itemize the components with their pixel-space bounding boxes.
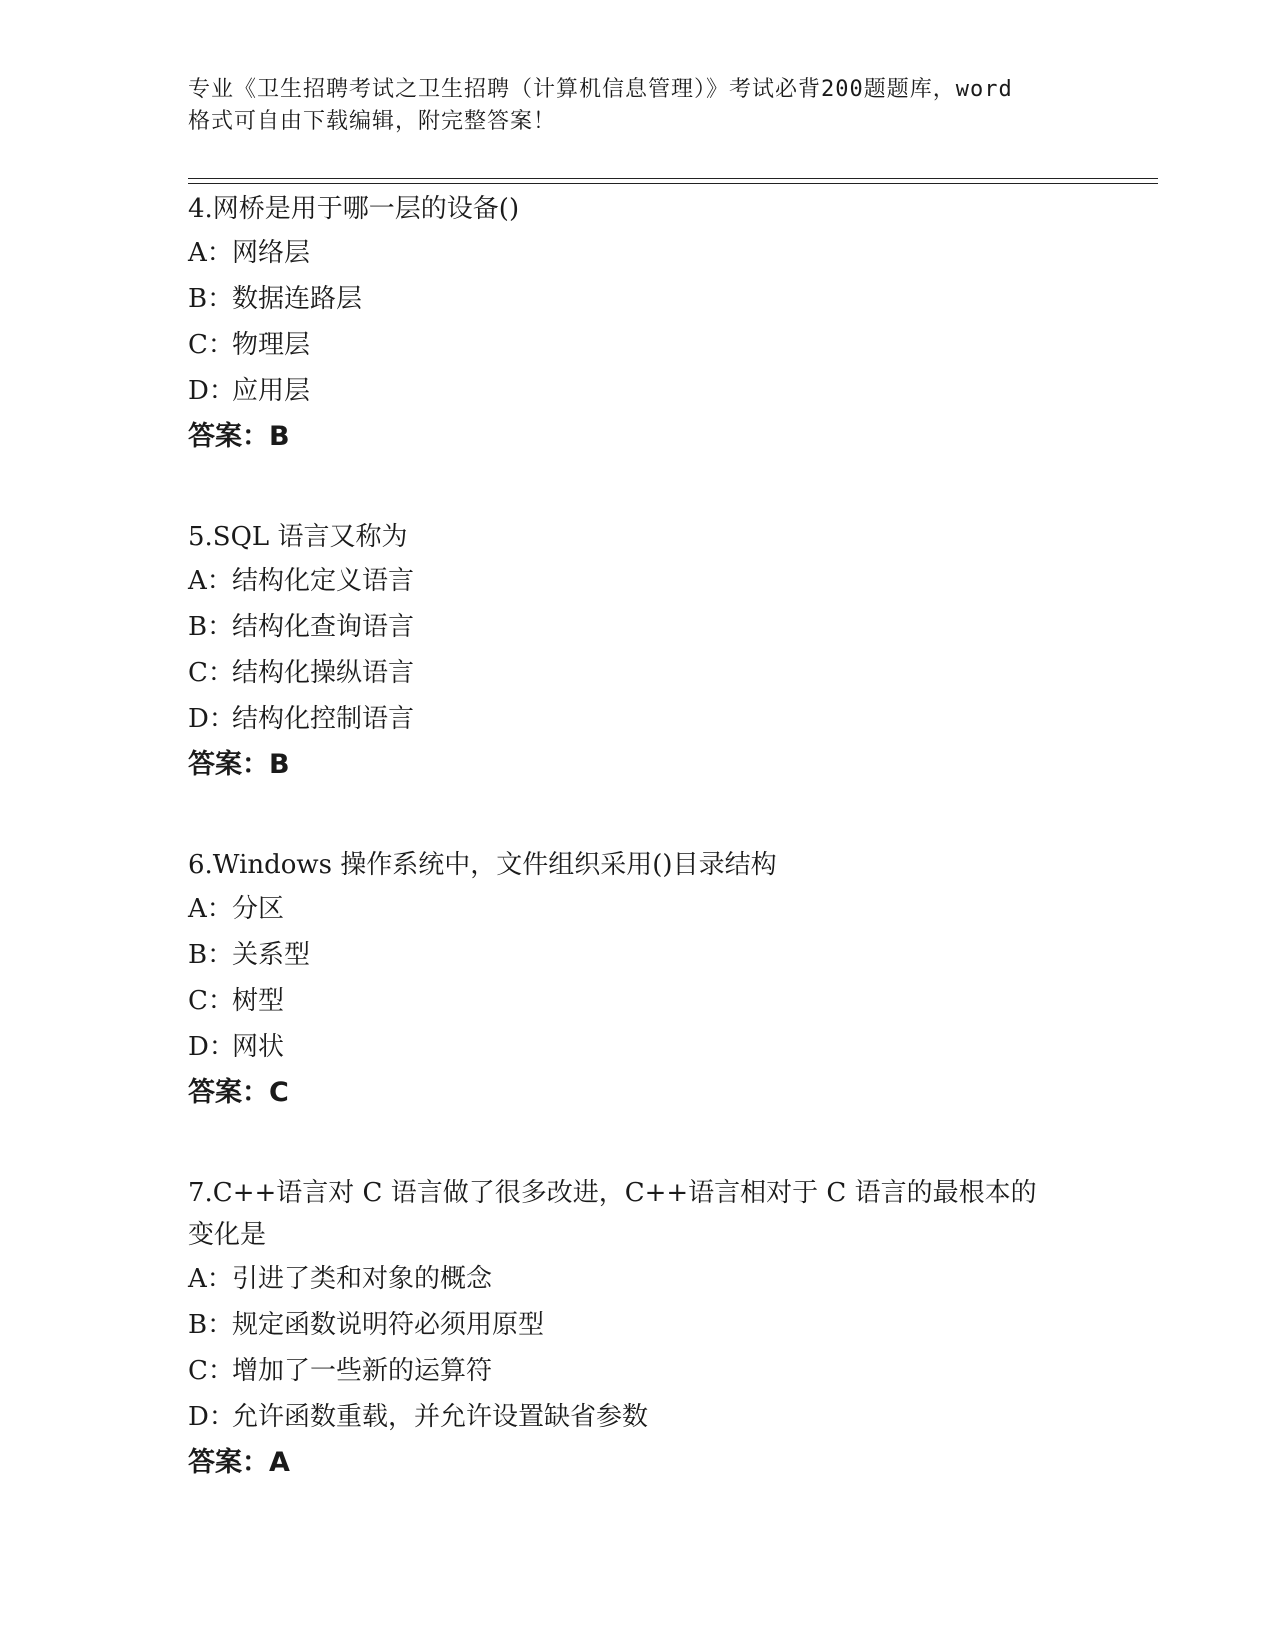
answer-value: B	[269, 749, 290, 780]
option-key: C：	[188, 658, 234, 688]
question-stem-line-2: 变化是	[188, 1220, 267, 1250]
answer-value: B	[269, 421, 290, 452]
option-d	[188, 368, 1088, 414]
option-text: 引进了类和对象的概念	[232, 1264, 493, 1294]
option-a	[188, 558, 1088, 604]
option-d	[188, 696, 1088, 742]
option-a	[188, 230, 1088, 276]
question-4	[188, 188, 1088, 460]
option-key: D：	[188, 1032, 235, 1062]
option-key: A：	[188, 238, 233, 268]
option-text: 规定函数说明符必须用原型	[232, 1310, 545, 1340]
option-text: 分区	[232, 894, 285, 924]
option-text: 增加了一些新的运算符	[232, 1356, 493, 1386]
option-text: 应用层	[232, 376, 311, 406]
document-header	[188, 74, 1088, 138]
answer-label: 答案：	[188, 421, 269, 452]
option-text: 结构化操纵语言	[232, 658, 415, 688]
option-key: A：	[188, 1264, 233, 1294]
option-key: D：	[188, 1402, 235, 1432]
answer-line	[188, 414, 1088, 460]
option-c	[188, 1348, 1088, 1394]
question-5	[188, 516, 1088, 788]
header-divider-bottom	[188, 183, 1158, 184]
option-key: A：	[188, 894, 233, 924]
option-c	[188, 650, 1088, 696]
answer-line	[188, 742, 1088, 788]
option-text: 结构化定义语言	[232, 566, 415, 596]
answer-value: C	[269, 1077, 289, 1108]
question-stem: 6.Windows 操作系统中，文件组织采用()目录结构	[188, 850, 777, 880]
question-7	[188, 1172, 1088, 1486]
option-text: 允许函数重载，并允许设置缺省参数	[232, 1402, 649, 1432]
option-key: C：	[188, 330, 234, 360]
option-key: C：	[188, 1356, 234, 1386]
option-c	[188, 978, 1088, 1024]
question-6	[188, 844, 1088, 1116]
option-c	[188, 322, 1088, 368]
option-text: 结构化控制语言	[232, 704, 415, 734]
header-line-1: 专业《卫生招聘考试之卫生招聘（计算机信息管理）》考试必背200题题库，word	[188, 77, 1013, 102]
question-stem: 4.网桥是用于哪一层的设备()	[188, 194, 520, 224]
option-d	[188, 1394, 1088, 1440]
option-text: 数据连路层	[232, 284, 363, 314]
header-line-2: 格式可自由下载编辑，附完整答案！	[188, 109, 557, 134]
option-text: 物理层	[232, 330, 311, 360]
option-b	[188, 932, 1088, 978]
option-b	[188, 276, 1088, 322]
option-key: B：	[188, 612, 234, 642]
option-b	[188, 604, 1088, 650]
option-key: A：	[188, 566, 233, 596]
option-key: B：	[188, 284, 234, 314]
answer-value: A	[269, 1447, 290, 1478]
answer-line	[188, 1070, 1088, 1116]
option-text: 树型	[232, 986, 285, 1016]
option-key: C：	[188, 986, 234, 1016]
question-list	[188, 188, 1088, 1542]
header-divider-top	[188, 178, 1158, 179]
option-a	[188, 886, 1088, 932]
option-text: 网络层	[232, 238, 311, 268]
option-key: D：	[188, 704, 235, 734]
option-text: 结构化查询语言	[232, 612, 415, 642]
option-key: D：	[188, 376, 235, 406]
answer-label: 答案：	[188, 749, 269, 780]
answer-label: 答案：	[188, 1447, 269, 1478]
option-a	[188, 1256, 1088, 1302]
option-key: B：	[188, 1310, 234, 1340]
option-text: 关系型	[232, 940, 311, 970]
question-stem-line-1: 7.C++语言对 C 语言做了很多改进，C++语言相对于 C 语言的最根本的	[188, 1178, 1037, 1208]
option-key: B：	[188, 940, 234, 970]
answer-label: 答案：	[188, 1077, 269, 1108]
option-d	[188, 1024, 1088, 1070]
option-b	[188, 1302, 1088, 1348]
option-text: 网状	[232, 1032, 285, 1062]
question-stem: 5.SQL 语言又称为	[188, 522, 408, 552]
answer-line	[188, 1440, 1088, 1486]
